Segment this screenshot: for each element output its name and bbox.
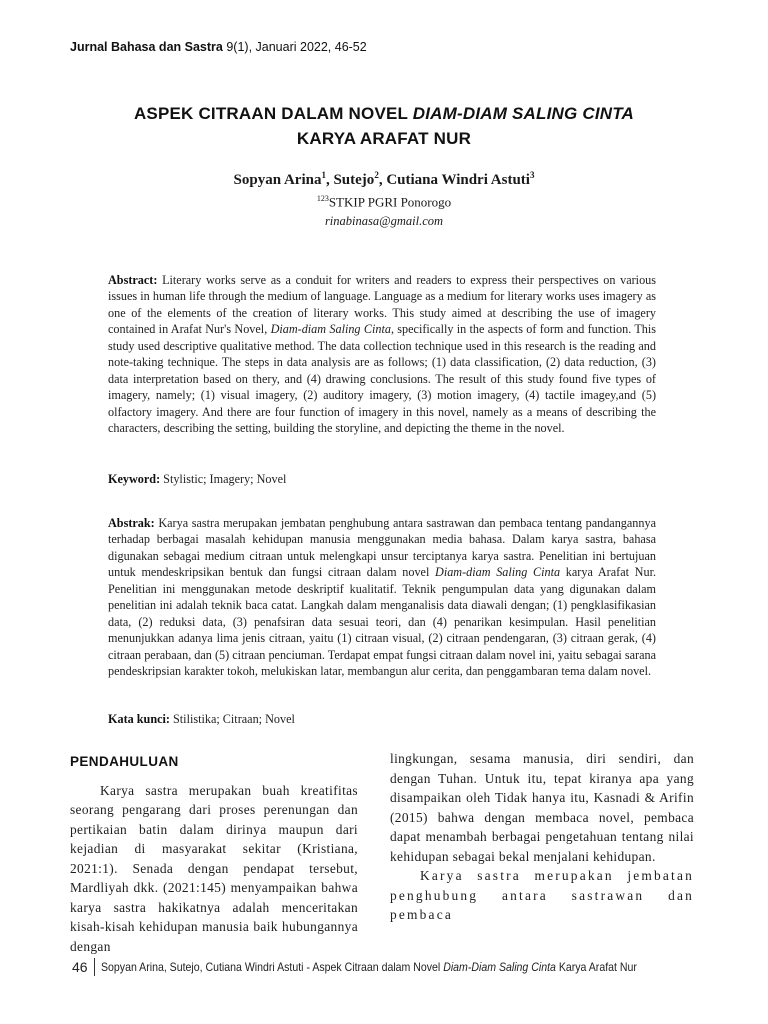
- body-paragraph: lingkungan, sesama manusia, diri sendiri, dan dengan Tuhan. Untuk itu, tepat kiranya apa yang disampaikan oleh Tidak hanya itu, Kasnadi & Arifin (2015) bahwa dengan membaca novel, pembaca dapat menambah berbagai pengetahuan tentang nilai kehidupan sebagai bekal menjalani kehidupan.: [390, 751, 694, 864]
- affiliation: $^{123}$STKIP PGRI Ponorogo: [316, 194, 452, 210]
- abstract-label: Abstract:: [108, 273, 158, 287]
- keywords-english: Keyword: Stylistic; Imagery; Novel: [108, 472, 287, 486]
- author-list: Sopyan Arina$^1$, Sutejo$^2$, Cutiana Windri Astuti$^3$: [233, 170, 535, 188]
- title-line-1: ASPEK CITRAAN DALAM NOVEL DIAM-DIAM SALING CINTA: [133, 104, 635, 123]
- keywords-indonesian: Kata kunci: Stilistika; Citraan; Novel: [108, 712, 295, 726]
- author-email[interactable]: rinabinasa@gmail.com: [324, 214, 444, 228]
- page-number: 46: [72, 959, 88, 975]
- journal-issue: 9(1), Januari 2022, 46-52: [226, 40, 367, 54]
- title-novel-name: DIAM-DIAM SALING CINTA: [412, 104, 635, 123]
- body-column-right: [390, 749, 694, 925]
- running-header: [70, 40, 367, 54]
- abstract-english: Abstract: Literary works serve as a conduit for writers and readers to express their perspectives on various issues in human life through the medium of language. Language as a medium for literary works uses imagery as one of the elements of the creation of literary works. This study aimed at describing the use of imagery contained in Arafat Nur's Novel, Diam-diam Saling Cinta, specifically in the aspects of form and function. This study used descriptive qualitative method. The data collection technique used in this research is the reading and note-taking technique. The steps in data analysis are as follows; (1) data classification, (2) data reduction, (3) data interpretation based on thery, and (4) drawing conclusions. The result of this study found five types of imagery, namely; (1) visual imagery, (2) auditory imagery, (3) motion imagery, (4) tactile imagey,and (5) olfactory imagery. And there are four function of imagery in this novel, namely as a means of describing the characters, describing the setting, building the storyline, and depicting the theme in the novel.: [108, 273, 657, 436]
- abstrak-label: Abstrak:: [108, 516, 155, 530]
- footer-citation: Sopyan Arina, Sutejo, Cutiana Windri Astuti - Aspek Citraan dalam Novel Diam-Diam Saling Cinta Karya Arafat Nur: [100, 960, 637, 974]
- title-line-2: KARYA ARAFAT NUR: [296, 129, 472, 148]
- abstract-indonesian: Abstrak: Karya sastra merupakan jembatan penghubung antara sastrawan dan pembaca tentang pandangannya terhadap berbagai masalah kehidupan manusia menggunakan media bahasa. Dalam karya sastra, bahasa digunakan sebagai medium citraan untuk melengkapi unsur terciptanya karya sastra. Penelitian ini bertujuan untuk mendeskripsikan bentuk dan fungsi citraan dalam novel Diam-diam Saling Cinta karya Arafat Nur. Penelitian ini menggunakan metode deskriptif kualitatif. Teknik pengumpulan data yang digunakan dalam penelitian ini adalah teknik baca catat. Langkah dalam menganalisis data diawali dengan; (1) pengklasifikasian data, (2) reduksi data, (3) penafsiran data sesuai teori, dan (4) penarikan kesimpulan. Hasil penelitian menunjukkan adanya lima jenis citraan, yaitu (1) citraan visual, (2) citraan pendengaran, (3) citraan gerak, (4) citraan perabaan, dan (5) citraan penciuman. Terdapat empat fungsi citraan dalam novel ini, yaitu sebagai sarana pendeskripsian karakter tokoh, melukiskan latar, membangun alur cerita, dan penggambaran tema dalam novel.: [108, 516, 656, 679]
- section-heading: PENDAHULUAN: [70, 754, 179, 769]
- body-paragraph: Karya sastra merupakan buah kreatifitas seorang pengarang dari proses perenungan dan pertikaian batin dalam dirinya maupun dari kejadian di masyarakat sekitar (Kristiana, 2021:1). Senada dengan pendapat tersebut, Mardliyah dkk. (2021:145) menyampaikan bahwa karya sastra hakikatnya adalah menceritakan kisah-kisah kehidupan manusia baik hubungannya dengan: [70, 782, 358, 954]
- body-paragraph: Karya sastra merupakan jembatan penghubung antara sastrawan dan pembaca: [390, 868, 694, 922]
- body-column-left: [70, 752, 358, 956]
- paper-title: [0, 101, 768, 151]
- running-footer: [72, 958, 710, 976]
- journal-name: Jurnal Bahasa dan Sastra: [70, 40, 223, 54]
- footer-divider: [94, 958, 95, 976]
